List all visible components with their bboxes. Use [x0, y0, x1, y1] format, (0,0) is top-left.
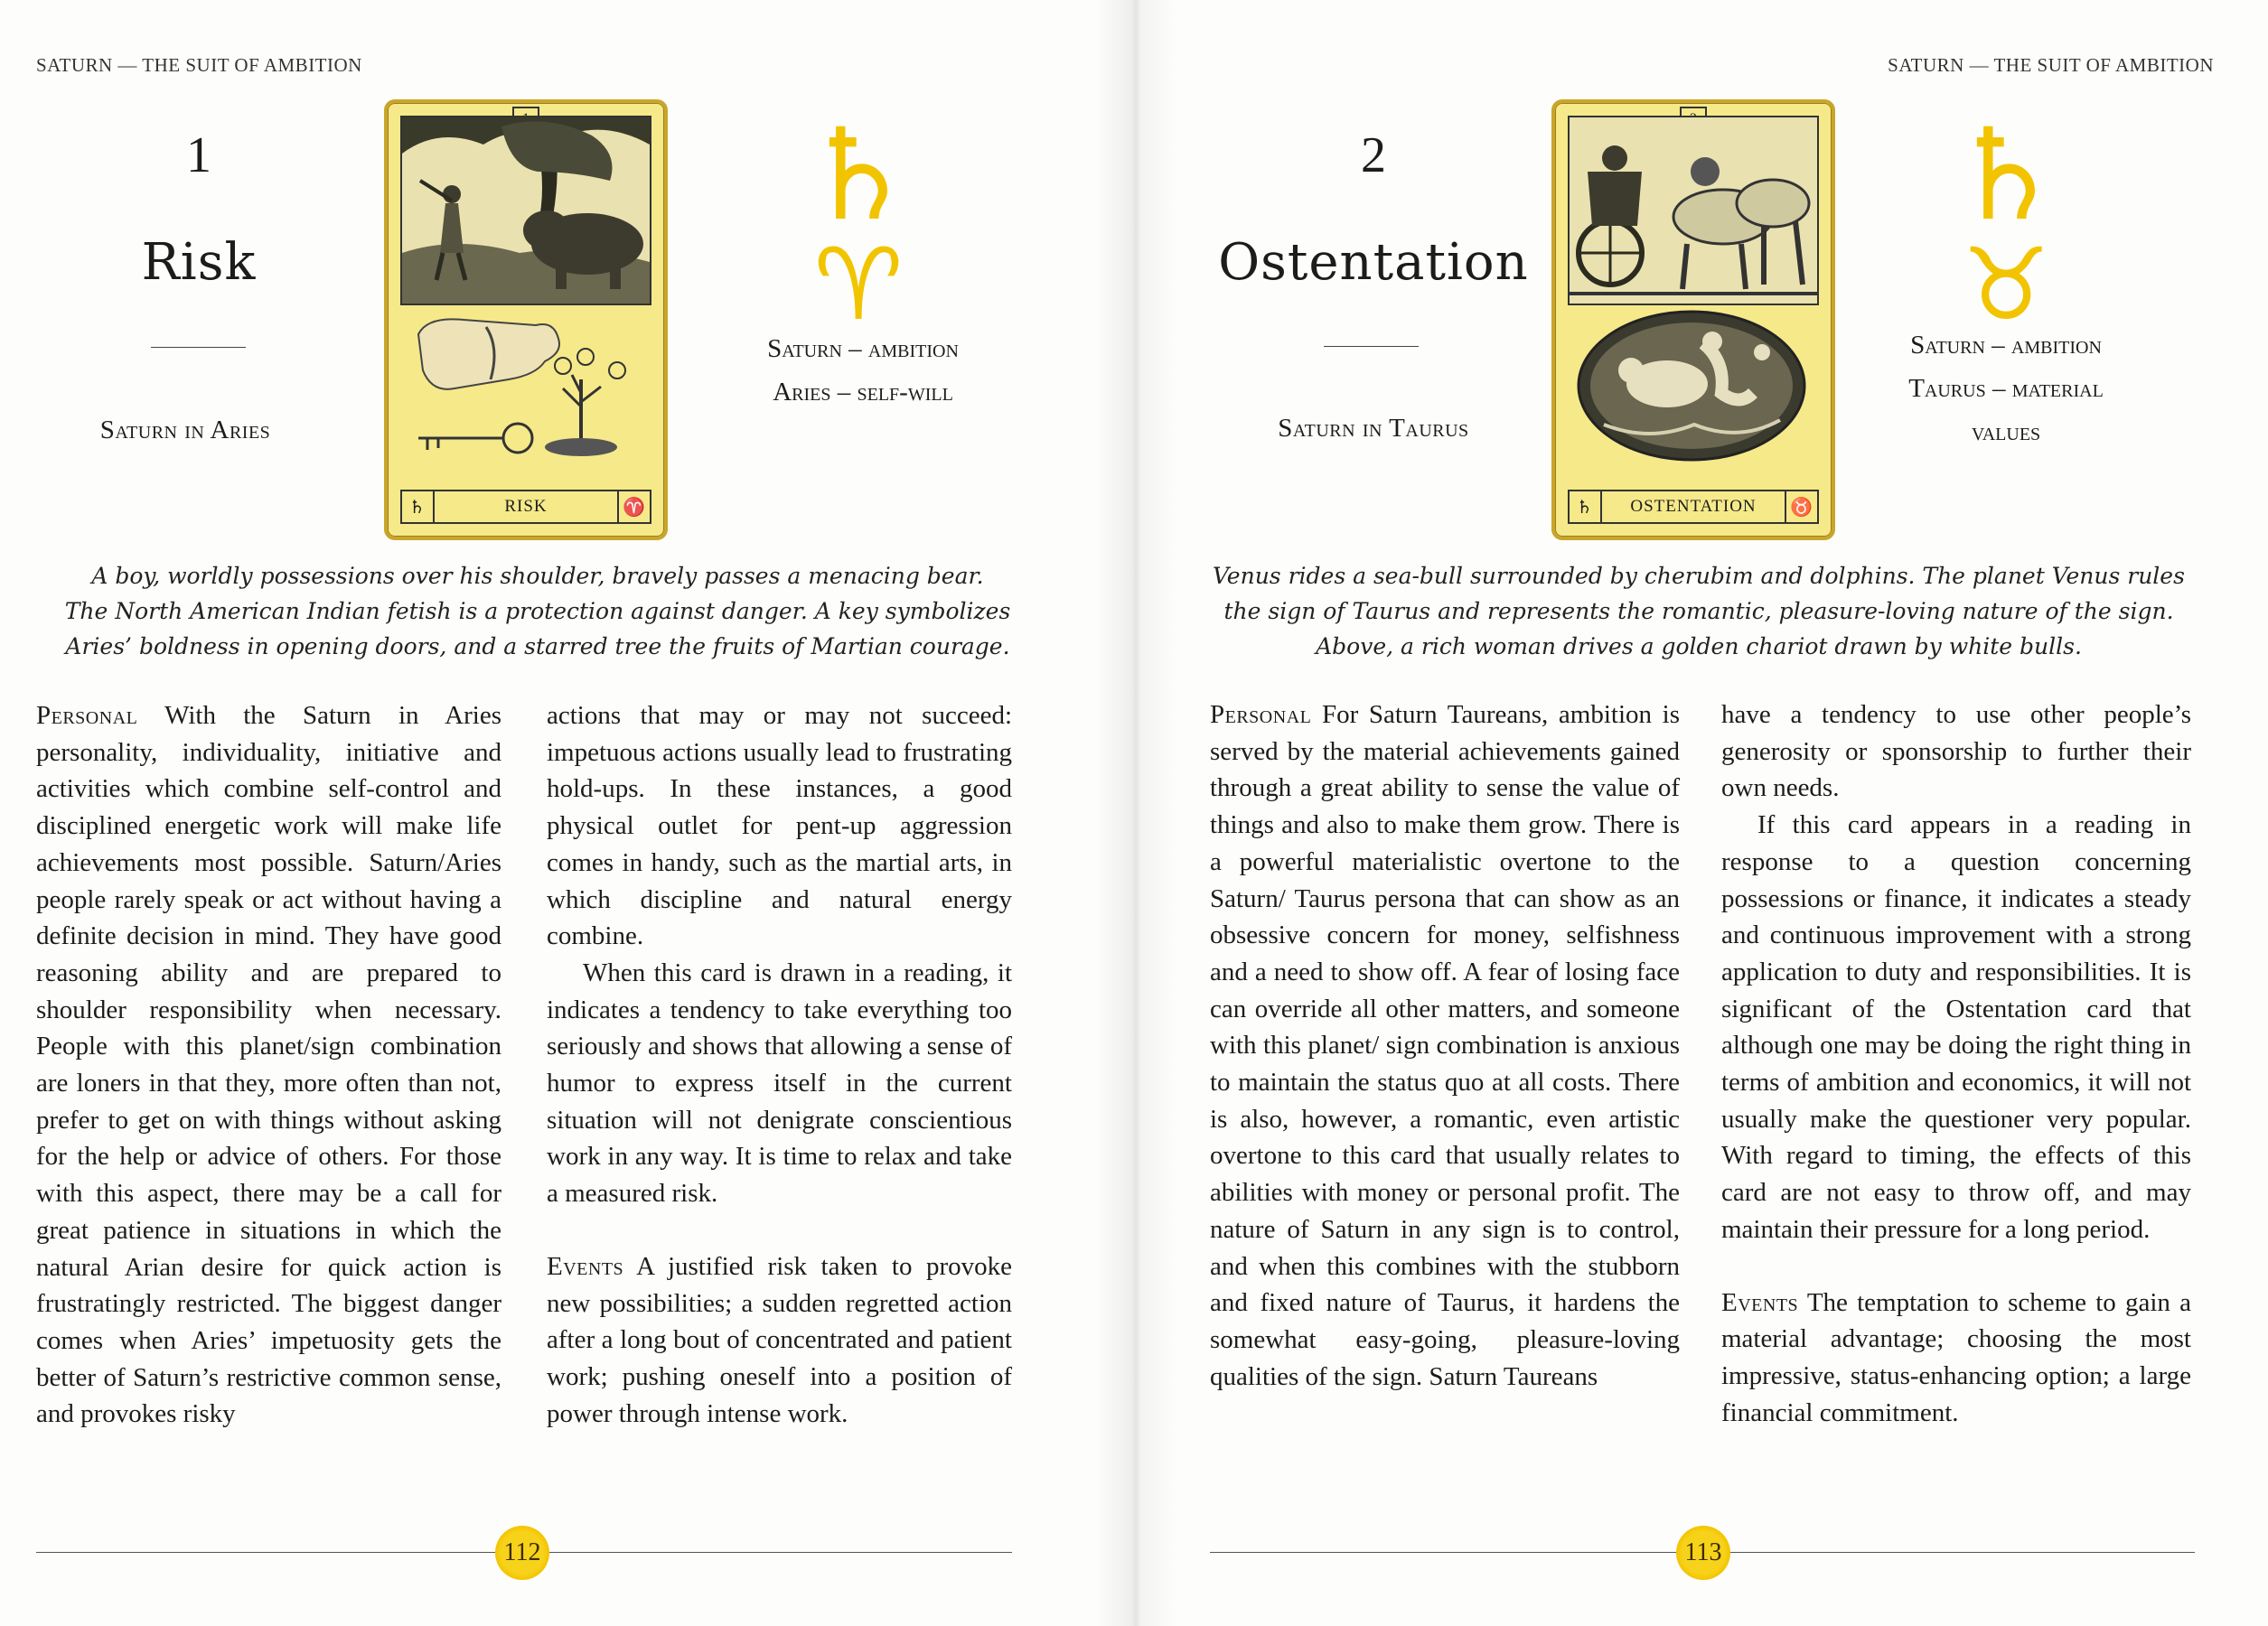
running-head: SATURN — THE SUIT OF AMBITION [1888, 54, 2214, 76]
paragraph-text: A justified risk taken to provoke new possibilities; a sudden regretted action after a long bout of concentrated and patient work; pushing oneself into a position of power through intense work. [547, 1251, 1012, 1428]
aries-icon: ♈ [813, 227, 904, 342]
card-number: 1 [186, 127, 211, 183]
card-caption [54, 558, 1021, 664]
card-illustration-bottom [1568, 307, 1819, 464]
caption-line: Above, a rich woman drives a golden chariot drawn by white bulls. [1316, 633, 2082, 659]
planet-sign-heading: Saturn in Taurus [1278, 414, 1469, 443]
caption-line: the sign of Taurus and represents the romantic, pleasure-loving nature of the sign. [1223, 598, 2174, 624]
section-lead: Personal [1210, 700, 1312, 729]
paragraph-text: have a tendency to use other people’s generosity or sponsorship to further their own needs. [1721, 700, 2191, 803]
card-title: Ostentation [1218, 233, 1529, 292]
glyph-pair [1925, 102, 2087, 342]
paragraph-text: If this card appears in a reading in response to a question concerning possessions or finance, it indicates a steady and continuous improvement with a strong application to duty and responsibilities. It is significant of the Ostentation card that although one may be doing the right thing in terms of ambition and economics, it will not usually make the questioner very popular. With regard to timing, the effects of this card are not easy to throw off, and may maintain their pressure for a long period. [1721, 810, 2191, 1244]
card-caption [1188, 558, 2209, 664]
paragraph-text: The temptation to scheme to gain a material advantage; choosing the most impressive, status-enhancing option; a large financial commitment. [1721, 1287, 2191, 1427]
boy-and-bear-illustration [402, 117, 650, 304]
chariot-illustration [1570, 117, 1817, 304]
section-lead: Events [547, 1251, 624, 1281]
card-footer [1568, 490, 1819, 524]
fetish-key-tree-illustration [400, 307, 648, 464]
taurus-icon: ♉ [1961, 227, 2051, 342]
starred-tree-drawing [545, 349, 625, 456]
events-paragraph [547, 1248, 1012, 1433]
saturn-icon: ♄ [1570, 491, 1602, 522]
paragraph-text: For Saturn Taureans, ambition is served by the material achievements gained through a great ability to sense the value of things and also to make them grow. There is a powerful materialistic overtone to the Saturn/ Taurus persona that can show as an obsessive concern for money, selfishness and a need to show off. A fear of losing face can override all other matters, and someone with this planet/ sign combination is anxious to maintain the status quo at all costs. There is also, however, a romantic, even artistic overtone to this card that usually relates to abilities with money or personal profit. The nature of Saturn in any sign is to control, and when this combines with the stubborn and fixed nature of Taurus, it hardens the somewhat easy-going, pleasure-loving qualities of the sign. Saturn Taureans [1210, 700, 1680, 1391]
association-line: Aries – self-will [773, 378, 953, 406]
text-column-1 [1210, 696, 1680, 1395]
right-page [1134, 0, 2268, 1626]
title-rule [151, 347, 246, 348]
caption-line: The North American Indian fetish is a protection against danger. A key symbolizes [64, 598, 1011, 624]
card-illustration-bottom [400, 307, 651, 464]
text-column-2 [547, 697, 1012, 1432]
card-footer-label: OSTENTATION [1630, 497, 1757, 516]
page-number: 113 [1676, 1526, 1730, 1580]
card-footer [400, 490, 651, 524]
card-number: 2 [1361, 127, 1386, 183]
association-line: Saturn – ambition [1910, 331, 2102, 360]
paragraph-text: actions that may or may not succeed: impetuous actions usually lead to frustrating hold-ups. In these instances, a good physical outlet for pent-up aggression comes in handy, such as the martial arts, in which discipline and natural energy combine. [547, 701, 1012, 951]
glyph-pair [777, 102, 940, 342]
running-head: SATURN — THE SUIT OF AMBITION [36, 54, 362, 76]
title-rule [1324, 346, 1419, 347]
card-illustration-top [400, 116, 651, 305]
caption-line: Venus rides a sea-bull surrounded by cherubim and dolphins. The planet Venus rules [1213, 563, 2185, 589]
association-line: values [1971, 417, 2041, 446]
paragraph-text: With the Saturn in Aries personality, individuality, initiative and activities which combine self-control and disciplined energetic work will make life achievements most possible. Saturn/Aries people rarely speak or act without having a definite decision in mind. They have good reasoning ability and are prepared to shoulder responsibility when necessary. People with this planet/sign combination are loners in that they, more often than not, prefer to get on with things without asking for the help or advice of others. For those with this aspect, there may be a call for great patience in situations in which the natural Arian desire for quick action is frustratingly restricted. The biggest danger comes when Aries’ impetuosity gets the better of Saturn’s restrictive common sense, and provokes risky [36, 701, 501, 1429]
tarot-card-ostentation [1551, 99, 1835, 540]
association-text [1848, 323, 2164, 453]
card-footer-label: RISK [504, 497, 548, 516]
saturn-icon: ♄ [402, 491, 435, 522]
tarot-card-risk [384, 99, 668, 540]
saturn-icon: ♄ [801, 102, 915, 249]
section-lead: Personal [36, 701, 138, 730]
key-drawing [418, 424, 532, 453]
caption-line: A boy, worldly possessions over his shoulder, bravely passes a menacing bear. [91, 563, 984, 589]
text-column-1 [36, 697, 501, 1433]
saturn-icon: ♄ [1949, 102, 2063, 249]
planet-sign-heading: Saturn in Aries [99, 416, 271, 444]
aries-icon: ♈ [617, 491, 650, 522]
events-paragraph [1721, 1285, 2191, 1432]
caption-line: Aries’ boldness in opening doors, and a starred tree the fruits of Martian courage. [65, 633, 1010, 659]
personal-paragraph [36, 697, 501, 1433]
personal-paragraph [1210, 696, 1680, 1395]
paragraph-text: When this card is drawn in a reading, it indicates a tendency to take everything too seriously and shows that allowing a sense of humor to express itself in the current situation will not denigrate conscientious work in any way. It is time to relax and take a measured risk. [547, 958, 1012, 1209]
venus-sea-bull-illustration [1568, 307, 1815, 464]
association-text [714, 327, 1012, 414]
text-column-2 [1721, 696, 2191, 1431]
section-lead: Events [1721, 1287, 1799, 1317]
association-line: Taurus – material [1908, 374, 2104, 403]
taurus-icon: ♉ [1785, 491, 1817, 522]
association-line: Saturn – ambition [767, 334, 959, 363]
card-title: Risk [141, 233, 257, 292]
card-illustration-top [1568, 116, 1819, 305]
page-number: 112 [495, 1526, 549, 1580]
